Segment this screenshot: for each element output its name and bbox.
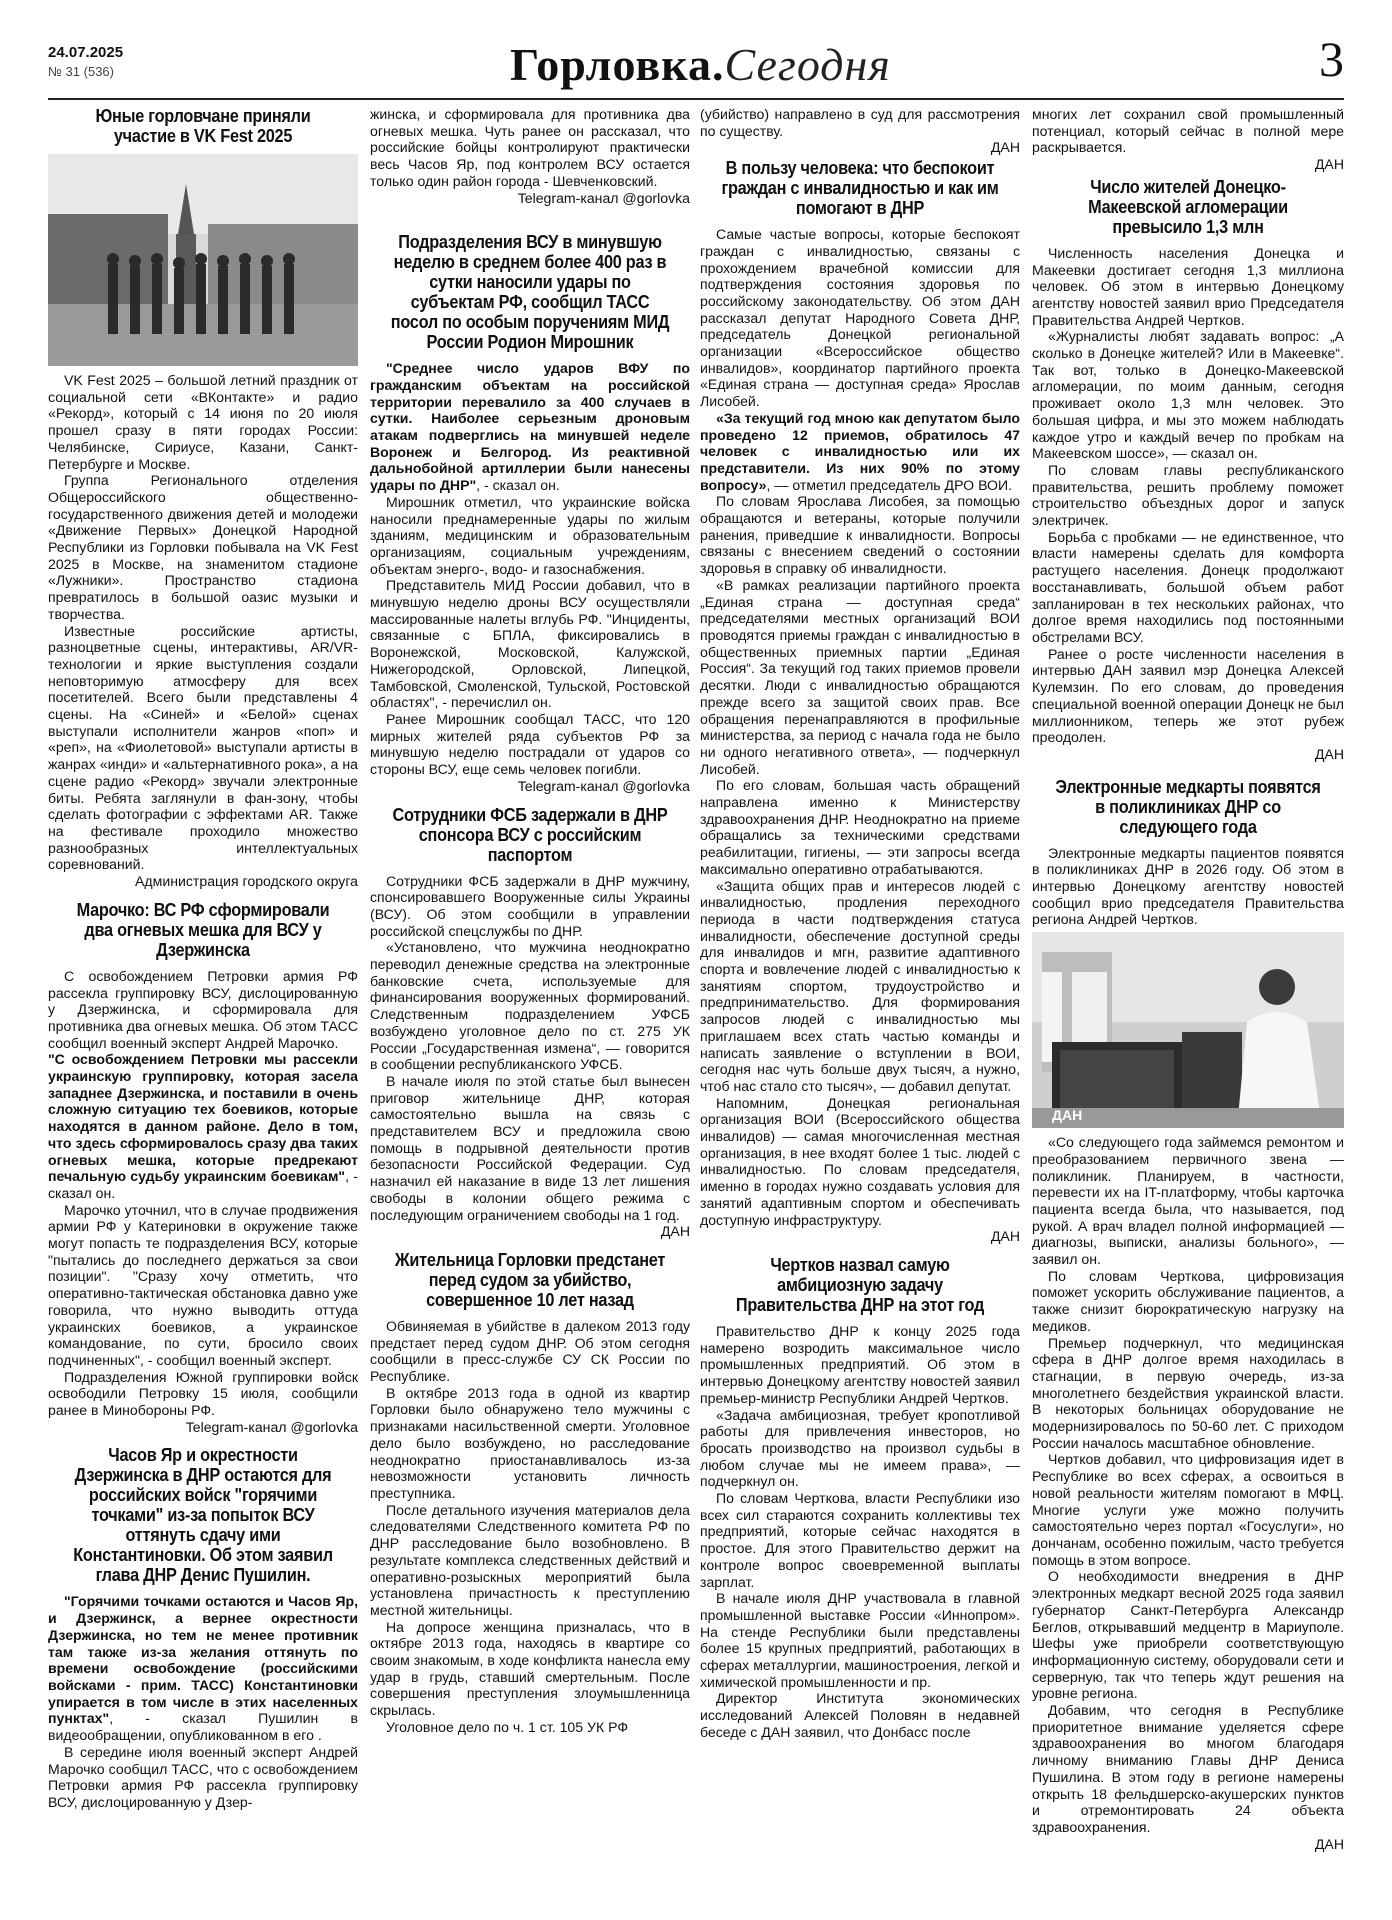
paragraph: Численность населения Донецка и Макеевки достигает сегодня 1,3 миллиона человек. Об этом в интервью Донецкому агентству новостей заявил врио Председателя Правительства Андрей Чертков. — [1032, 244, 1344, 328]
headline-gorlovka-court: Жительница Горловки предстанет перед судом за убийство, совершенное 10 лет назад — [394, 1248, 666, 1310]
headline-vkfest: Юные горловчане приняли участие в VK Fest 2025 — [95, 106, 311, 146]
column-3 — [700, 106, 1020, 1900]
paragraph: В середине июля военный эксперт Андрей Марочко сообщил ТАСС, что с освобождением Петровки армия РФ рассекла группировку ВСУ, дислоцированную у Дзер- — [48, 1743, 358, 1810]
quote-bold: «За текущий год мною как депутатом было проведено 12 приемов, обратилось 47 человек с инвалидностью или их представители. Из них 90% по этому вопросу» — [700, 409, 1020, 493]
quote-bold: "Среднее число ударов ВФУ по гражданским объектам на российской территории перевалило за 400 случаев в сутки. Наиболее серьезным дроновым атакам подверглись на минувшей неделе Воронеж и Белгород. Из реактивной дальнобойной артиллерии были нанесены удары по ДНР" — [370, 360, 690, 494]
paragraph: Сотрудники ФСБ задержали в ДНР мужчину, спонсировавшего Вооруженные силы Украины (ВСУ). Об этом сообщили в управлении российской спецслужбы по ДНР. — [370, 872, 690, 939]
newspaper-logo — [510, 40, 891, 90]
page-number: 3 — [1319, 31, 1344, 87]
issue-number: № 31 (536) — [48, 64, 114, 79]
paragraph: Добавим, что сегодня в Республике приоритетное внимание уделяется сфере здравоохранения во многом благодаря личному вниманию Главы ДНР Дениса Пушилина. В этом году в регионе намерены открыть 18 фельдшерско-акушерских пунктов и отремонтировать 24 объекта здравоохранения. — [1032, 1702, 1344, 1835]
source-credit: ДАН — [660, 1223, 690, 1240]
quote-paragraph — [48, 1051, 358, 1201]
logo-italic: Сегодня — [724, 39, 891, 90]
photo-red-square — [48, 154, 358, 366]
paragraph: В октябре 2013 года в одной из квартир Горловки было обнаружено тело мужчины с признаками насильственной смерти. Уголовное дело было возбуждено, но расследование неоднократно приостанавливалось из-за невозможности установить личность преступника. — [370, 1384, 690, 1501]
paragraph: С освобождением Петровки армия РФ рассекла группировку ВСУ, дислоцированную у Дзержинска, и сформировала для противника два огневых мешка. Об этом ТАСС сообщил военный эксперт Андрей Марочко. — [48, 967, 358, 1051]
paragraph: многих лет сохранил свой промышленный потенциал, который сейчас в полной мере раскрывается. — [1032, 106, 1344, 156]
column-2 — [370, 106, 690, 1900]
paragraph: Группа Регионального отделения Общероссийского общественно-государственного движения детей и молодежи «Движение Первых» Донецкой Народной Республики из Горловки побывала на VK Fest 2025 в Москве, на знаменитом стадионе «Лужники». Пространство стадиона превратилось в большой оазис музыки и творчества. — [48, 472, 358, 622]
issue-date: 24.07.2025 — [48, 44, 124, 61]
paragraph: «В рамках реализации партийного проекта „Единая страна — доступная среда“ председателями местных организаций ВОИ проводятся приемы граждан с инвалидностью в общественных приемных партии „Единая Россия“. За текущий год таких приемов провели десятки. Люди с инвалидностью обращаются прежде всего за защитой своих прав. Все обращения перенаправляются в профильные министерства, за период с начала года не было ни одного негативного ответа», — подчеркнул Лисобей. — [700, 576, 1020, 777]
paragraph: «Установлено, что мужчина неоднократно переводил денежные средства на электронные банковские счета, используемые для финансирования вооруженных формирований. Следственным подразделением УФСБ возбуждено уголовное дело по ст. 275 УК России „Государственная измена“, — говорится в сообщении республиканского УФСБ. — [370, 939, 690, 1073]
quote-tail: , - сказал Пушилин в видеообращении, опубликованном в его . — [48, 1710, 358, 1744]
quote-bold: "С освобождением Петровки мы рассекли украинскую группировку, которая засела западнее Дзержинска, и поставили в очень сложную ситуацию тех боевиков, которые находятся в данном районе. Дело в том, что здесь сформировалось сразу два таких огневых мешка, которые предрекают печальную судьбу украинским боевикам" — [48, 1051, 358, 1185]
logo-main: Горловка. — [510, 39, 725, 90]
quote-paragraph — [700, 410, 1020, 494]
paragraph: В начале июля по этой статье был вынесен приговор жительнице ДНР, которая самостоятельно вышла на связь с представителем ВСУ и предложила свою помощь в подрывной деятельности против безопасности Российской Федерации. Суд назначил ей наказание в виде 13 лет лишения свободы в колонии общего режима с последующим ограничением свободы на 1 год. — [370, 1072, 690, 1223]
red-square-image — [48, 154, 358, 366]
paragraph: О необходимости внедрения в ДНР электронных медкарт весной 2025 года заявил губернатор Санкт-Петербурга Александр Беглов, открывавший медцентр в Мариуполе. Шефы уже приобрели соответствующую информационную систему, оборудовали сети и серверную, так что теперь ждут решения на уровне региона. — [1032, 1568, 1344, 1702]
paragraph: Известные российские артисты, разноцветные сцены, интерактивы, AR/VR-технологии и яркие выступления создали неповторимую атмосферу для всех посетителей. Всего были представлены 4 сцены. На «Синей» и «Белой» сценах выступали исполнители жанров «поп» и «реп», на «Фиолетовой» выступали артисты в жанрах «инди» и «альтернативного рока», а на сцене радио «Рекорд» звучали электронные биты. Ребята заглянули в фан-зону, чтобы сделать фотографии с эффектами AR. Также на фестивале проходило множество разнообразных интеллектуальных соревнований. — [48, 622, 358, 873]
source-credit: ДАН — [1314, 745, 1344, 762]
paragraph: Представитель МИД России добавил, что в минувшую неделю дроны ВСУ осуществляли массированные налеты вглубь РФ. "Инциденты, связанные с БПЛА, фиксировались в Воронежской, Московской, Калужской, Нижегородской, Орловской, Липецкой, Тамбовской, Смоленской, Тульской, Ростовской областях", - перечислил он. — [370, 577, 690, 711]
doctor-image — [1032, 932, 1344, 1128]
quote-bold: "Горячими точками остаются и Часов Яр, и Дзержинск, а вернее окрестности Дзержинска, но тем не менее противник там также из-за желания оттянуть по времени освобождение (российскими войсками - прим. ТАСС) Константиновки упирается в том числе в этих населенных пунктах" — [48, 1593, 358, 1727]
headline-population: Число жителей Донецко-Макеевской агломерации превысило 1,3 млн — [1088, 175, 1288, 237]
source-credit: Администрация городского округа — [135, 873, 358, 890]
headline-chasov-yar: Часов Яр и окрестности Дзержинска в ДНР остаются для российских войск "горячими точками" из-за попыток ВСУ оттянуть сдачу ими Константиновки. Об этом заявил глава ДНР Денис Пушилин. — [73, 1444, 333, 1586]
headline-disability: В пользу человека: что беспокоит граждан с инвалидностью и как им помогают в ДНР — [721, 157, 999, 219]
headline-marochko: Марочко: ВС РФ сформировали два огневых мешка для ВСУ у Дзержинска — [76, 898, 330, 960]
paragraph: Правительство ДНР к концу 2025 года намерено возродить максимальное число промышленных предприятий. Об этом в интервью Донецкому агентству новостей заявил премьер-министр Республики Андрей Чертков. — [700, 1323, 1020, 1406]
paragraph: Самые частые вопросы, которые беспокоят граждан с инвалидностью, связаны с прохождением врачебной комиссии для подтверждения состояния здоровья по российскому законодательству. Об этом ДАН рассказал депутат Народного Совета ДНР, председатель Донецкой региональной организации «Всероссийское общество инвалидов», координатор партийного проекта «Единая страна — доступная среда» Ярослав Лисобей. — [700, 226, 1020, 410]
paragraph: Электронные медкарты пациентов появятся в поликлиниках ДНР в 2026 году. Об этом в интервью Донецкому агентству новостей сообщил врио председателя Правительства региона Андрей Чертков. — [1032, 844, 1344, 928]
column-4 — [1032, 106, 1344, 1900]
source-credit: ДАН — [1314, 1835, 1344, 1852]
masthead-rule — [48, 98, 1344, 100]
paragraph: Марочко уточнил, что в случае продвижения армии РФ у Катериновки в окружение также могут попасть те подразделения ВСУ, которые "пытались до последнего держаться за свои позиции". "Сразу хочу отметить, что оперативно-тактическая обстановка давно уже говорила, что нужно выводить оттуда украинских боевиков, а украинское командование, по сути, бросило своих подчиненных", - сообщил военный эксперт. — [48, 1201, 358, 1368]
source-credit: ДАН — [990, 139, 1020, 156]
column-1 — [48, 106, 358, 1900]
paragraph: Директор Института экономических исследований Алексей Половян в недавней беседе с ДАН заявил, что Донбасс после — [700, 1690, 1020, 1740]
quote-tail: , - сказал он. — [476, 477, 560, 494]
paragraph: Ранее Мирошник сообщал ТАСС, что 120 мирных жителей ряда субъектов РФ за минувшую неделю пострадали от ударов со стороны ВСУ, еще семь человек погибли. — [370, 710, 690, 778]
paragraph: жинска, и сформировала для противника два огневых мешка. Чуть ранее он рассказал, что российские бойцы контролируют практически весь Часов Яр, под контролем ВСУ остается только один район города - Шевченковский. — [370, 106, 690, 189]
paragraph: По словам Черткова, власти Республики изо всех сил стараются сохранить коллективы тех предприятий, которые сейчас находятся в простое. Для этого Правительство держит на контроле вопрос своевременной выплаты зарплат. — [700, 1490, 1020, 1590]
paragraph: Премьер подчеркнул, что медицинская сфера в ДНР долгое время находилась в стагнации, в первую очередь, из-за многолетнего бездействия украинской власти. В некоторых больницах оборудование не модернизировалось по 50-60 лет. С приходом России началось масштабное обновление. — [1032, 1334, 1344, 1451]
headline-chertkov-task: Чертков назвал самую амбициозную задачу Правительства ДНР на этот год — [735, 1254, 985, 1315]
paragraph: «Защита общих прав и интересов людей с инвалидностью, продления переходного периода в части подтверждения статуса инвалидности, обеспечение доступной среды для инвалидов и мгн, развитие адаптивного спорта и вовлечение людей с инвалидностью к занятиям спортом, трудоустройство и предпринимательство. Для формирования запросов людей с инвалидностью мы приглашаем всех стать частью команды и написать заявление о вступлении в ВОИ, сегодня нас чуть больше двух тысяч, а нужно, чтоб нас стало сто тысяч», — добавил депутат. — [700, 877, 1020, 1094]
quote-paragraph — [48, 1593, 358, 1743]
paragraph: «Журналисты любят задавать вопрос: „А сколько в Донецке жителей? Или в Макеевке“. Так вот, только в Донецко-Макеевской агломерации, по моим данным, сегодня проживает около 1,3 млн человек. Это большая цифра, и мы это можем наблюдать каждое утро и каждый вечер по пробкам на Макеевском шоссе», — сказал он. — [1032, 328, 1344, 462]
headline-miroshnik: Подразделения ВСУ в минувшую неделю в среднем более 400 раз в сутки наносили удары по субъектам РФ, сообщил ТАСС посол по особым поручениям МИД России Родион Мирошник — [390, 231, 670, 353]
paragraph: По его словам, большая часть обращений направлена именно к Министерству здравоохранения ДНР. Неоднократно на приеме обращались за техническими средствами реабилитации, гигиены, — эти запросы всегда максимально оперативно отрабатываются. — [700, 777, 1020, 877]
quote-tail: , — отметил председатель ДРО ВОИ. — [766, 476, 1013, 493]
paragraph: Борьба с пробками — не единственное, что власти намерены сделать для комфорта растущего населения. Донецк продолжают восстанавливать, большой объем работ запланирован в тех нескольких районах, что долгое время находились под постоянными обстрелами ВСУ. — [1032, 528, 1344, 645]
paragraph: «Задача амбициозная, требует кропотливой работы для привлечения инвесторов, но бросать производство на произвол судьбы в любом случае мы не имеем права», — подчеркнул он. — [700, 1406, 1020, 1490]
paragraph: Обвиняемая в убийстве в далеком 2013 году предстает перед судом ДНР. Об этом сегодня сообщили в пресс-службе СУ СК России по Республике. — [370, 1317, 690, 1385]
quote-tail: , - сказал он. — [48, 1168, 358, 1201]
paragraph: По словам Ярослава Лисобея, за помощью обращаются и ветераны, которые получили ранения, приведшие к инвалидности. Вопросы связаны с внесением сведений о состоянии здоровья в справку об инвалидности. — [700, 493, 1020, 577]
watermark-dan: ДАН — [1052, 1107, 1083, 1124]
photo-doctor — [1032, 932, 1344, 1128]
paragraph: Подразделения Южной группировки войск освободили Петровку 15 июля, сообщили ранее в Минобороны РФ. — [48, 1368, 358, 1419]
headline-fsb: Сотрудники ФСБ задержали в ДНР спонсора ВСУ с российским паспортом — [392, 803, 668, 865]
paragraph: Ранее о росте численности населения в интервью ДАН заявил мэр Донецка Алексей Кулемзин. По его словам, до проведения специальной военной операции Донецк не был миллионником, теперь же этот рубеж преодолен. — [1032, 645, 1344, 746]
paragraph: На допросе женщина призналась, что в октябре 2013 года, находясь в квартире со своим знакомым, в ходе конфликта нанесла ему удар в грудь, ставший смертельным. После совершения преступления злоумышленница скрылась. — [370, 1618, 690, 1719]
paragraph: Уголовное дело по ч. 1 ст. 105 УК РФ — [386, 1718, 629, 1735]
paragraph: Мирошник отметил, что украинские войска наносили преднамеренные удары по жилым зданиям, медицинским и образовательным организациям, социальным учреждениям, объектам энерго-, водо- и газоснабжения. — [370, 493, 690, 577]
headline-medcards: Электронные медкарты появятся в поликлиниках ДНР со следующего года — [1055, 775, 1321, 837]
paragraph: Напомним, Донецкая региональная организация ВОИ (Всероссийского общества инвалидов) — самая многочисленная местная организация, в нее входят более 1 тыс. людей с инвалидностью. По словам председателя, именно в городах нужно создавать условия для занятий адаптивным спортом и обеспечивать доступную инфраструктуру. — [700, 1094, 1020, 1228]
paragraph: В начале июля ДНР участвовала в главной промышленной выставке России «Иннопром». На стенде Республики были представлены более 15 крупных предприятий, работающих в сферах металлургии, машиностроения, легкой и химической промышленности и пр. — [700, 1590, 1020, 1690]
paragraph: По словам главы республиканского правительства, решить проблему поможет строительство объездных дорог и запуск электричек. — [1032, 461, 1344, 529]
paragraph: После детального изучения материалов дела следователями Следственного комитета РФ по ДНР расследование было возобновлено. В результате комплекса следственных действий и оперативно-розыскных мероприятий была установлена причастность к преступлению местной жительницы. — [370, 1501, 690, 1618]
source-credit: Telegram-канал @gorlovka — [185, 1418, 358, 1435]
source-credit: ДАН — [1314, 156, 1344, 173]
paragraph: (убийство) направлено в суд для рассмотрения по существу. — [700, 106, 1020, 139]
source-credit: Telegram-канал @gorlovka — [517, 189, 690, 206]
source-credit: ДАН — [990, 1228, 1020, 1245]
paragraph: По словам Черткова, цифровизация поможет ускорить обслуживание пациентов, а также снизит бюрократическую нагрузку на медиков. — [1032, 1267, 1344, 1334]
paragraph: VK Fest 2025 – большой летний праздник от социальной сети «ВКонтакте» и радио «Рекорд», который с 14 июня по 20 июля прошел сразу в пяти городах России: Челябинске, Сириусе, Казани, Санкт-Петербурге и Москве. — [48, 372, 358, 472]
paragraph: «Со следующего года займемся ремонтом и преобразованием первичного звена — поликлиник. Планируем, в частности, перевести их на IT-платформу, чтобы карточка пациента всегда была, что называется, под рукой. А врач владел полной информацией — диагнозы, выписки, анализы больного», — заявил он. — [1032, 1134, 1344, 1268]
source-credit: Telegram-канал @gorlovka — [517, 777, 690, 794]
masthead — [0, 0, 1392, 100]
paragraph: Чертков добавил, что цифровизация идет в Республике во всех сферах, а освоиться в новой реальности жителям помогают в МФЦ. Многие услуги уже можно получить самостоятельно через портал «Госуслуги», но дончанам, особенно пожилым, часто требуется помощь в этом вопросе. — [1032, 1451, 1344, 1568]
quote-paragraph — [370, 360, 690, 494]
